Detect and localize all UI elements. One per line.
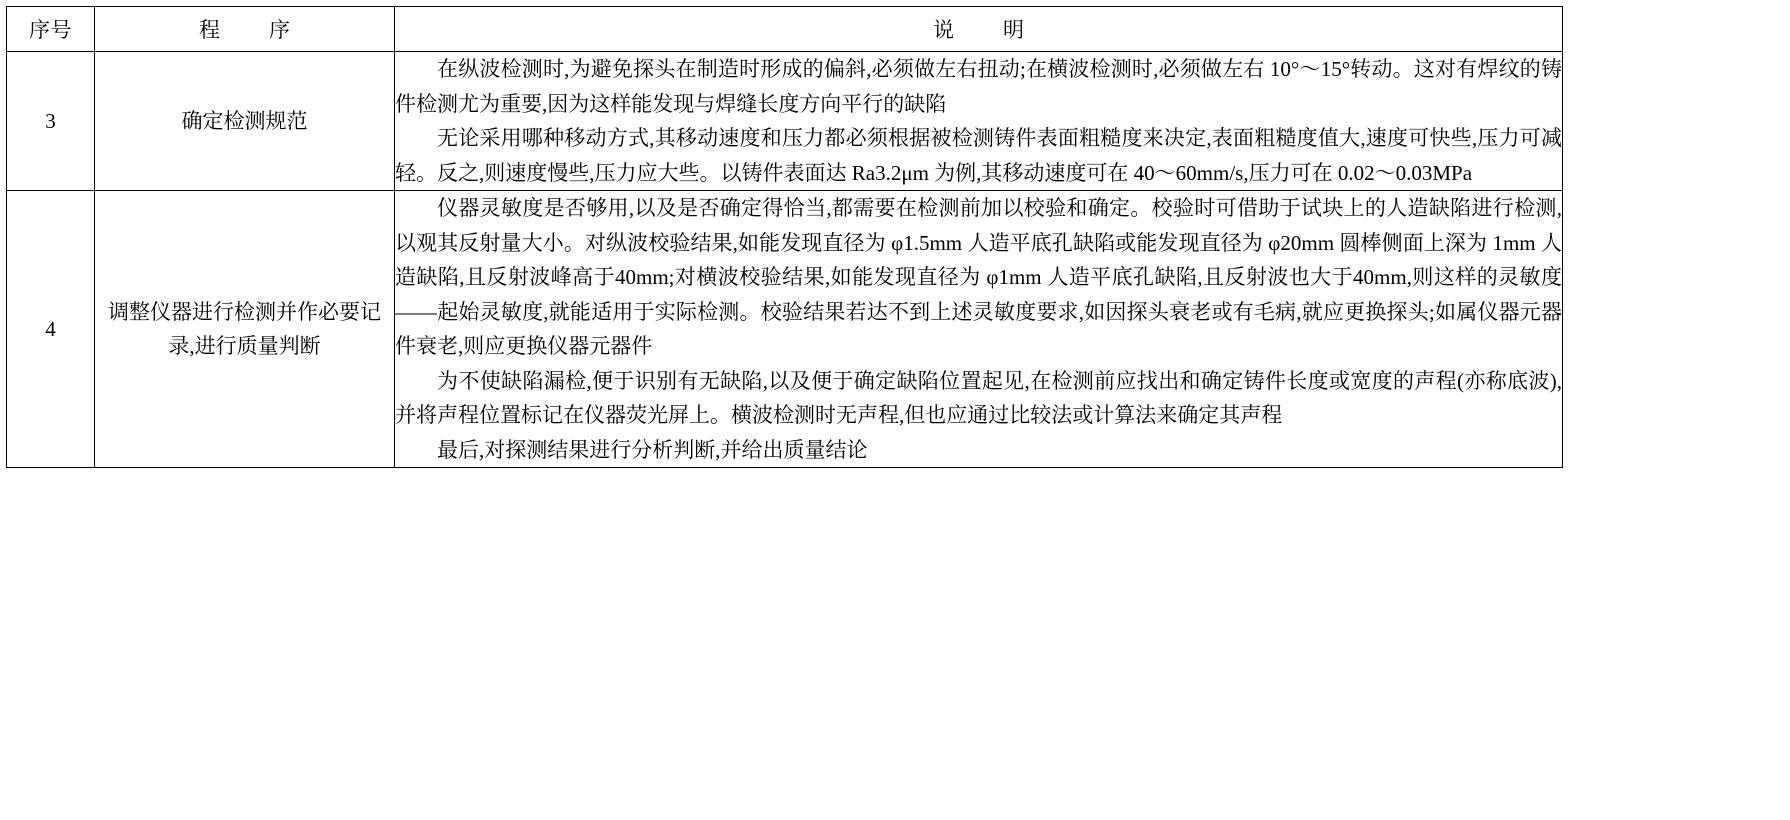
table-header — [7, 7, 1563, 52]
row-seq: 4 — [7, 191, 95, 468]
table-header-row — [7, 7, 1563, 52]
column-header-procedure — [95, 7, 395, 52]
description-paragraph: 在纵波检测时,为避免探头在制造时形成的偏斜,必须做左右扭动;在横波检测时,必须做左右 10°～15°转动。这对有焊纹的铸件检测尤为重要,因为这样能发现与焊缝长度方向平行的缺陷 — [395, 57, 1562, 116]
description-paragraph: 仪器灵敏度是否够用,以及是否确定得恰当,都需要在检测前加以校验和确定。校验时可借助于试块上的人造缺陷进行检测,以观其反射量大小。对纵波校验结果,如能发现直径为 φ1.5mm 人造平底孔缺陷或能发现直径为 φ20mm 圆棒侧面上深为 1mm 人造缺陷,且反射波峰高于40mm;对横波校验结果,如能发现直径为 φ1mm 人造平底孔缺陷,且反射波也大于40mm,则这样的灵敏度——起始灵敏度,就能适用于实际检测。校验结果若达不到上述灵敏度要求,如因探头衰老或有毛病,就应更换探头;如属仪器元器件衰老,则应更换仪器元器件 — [395, 196, 1562, 358]
row-description — [395, 191, 1563, 468]
row-procedure: 确定检测规范 — [95, 52, 395, 191]
table-body — [7, 52, 1563, 468]
description-paragraph: 为不使缺陷漏检,便于识别有无缺陷,以及便于确定缺陷位置起见,在检测前应找出和确定铸件长度或宽度的声程(亦称底波),并将声程位置标记在仪器荧光屏上。横波检测时无声程,但也应通过比较法或计算法来确定其声程 — [395, 368, 1562, 427]
row-seq: 3 — [7, 52, 95, 191]
table-row — [7, 191, 1563, 468]
column-header-description — [395, 7, 1563, 52]
column-header-procedure-label: 程 序 — [199, 18, 304, 42]
document-page — [0, 6, 1790, 820]
description-paragraph: 无论采用哪种移动方式,其移动速度和压力都必须根据被检测铸件表面粗糙度来决定,表面粗糙度值大,速度可快些,压力可减轻。反之,则速度慢些,压力应大些。以铸件表面达 Ra3.2μm 为例,其移动速度可在 40～60mm/s,压力可在 0.02～0.03MPa — [395, 126, 1562, 185]
column-header-description-label: 说 明 — [933, 18, 1038, 42]
row-description — [395, 52, 1563, 191]
column-header-seq: 序号 — [7, 7, 95, 52]
inspection-procedure-table — [6, 6, 1563, 468]
row-procedure: 调整仪器进行检测并作必要记录,进行质量判断 — [95, 191, 395, 468]
table-row — [7, 52, 1563, 191]
description-paragraph: 最后,对探测结果进行分析判断,并给出质量结论 — [437, 437, 868, 462]
